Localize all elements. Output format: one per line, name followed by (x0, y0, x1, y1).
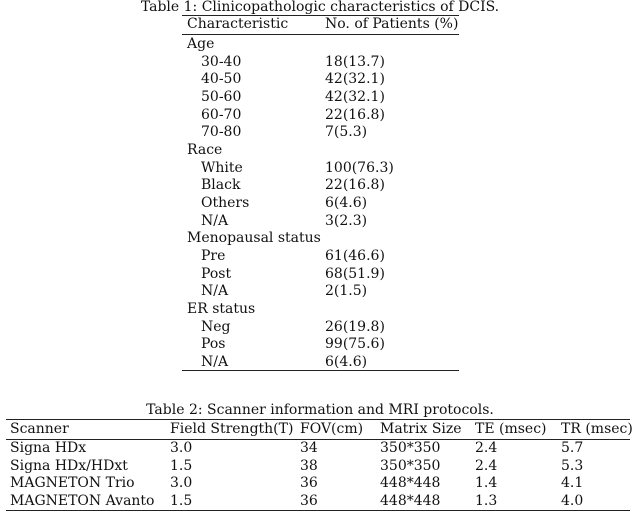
table2-cell: 38 (300, 457, 318, 474)
table1-row (0, 354, 640, 371)
table2-header-cell: TE (msec) (475, 421, 547, 437)
table2-header-cell: TR (msec) (561, 421, 633, 437)
table2-cell: 3.0 (170, 440, 193, 456)
table2-cell: 1.5 (170, 492, 193, 509)
table2-row (0, 458, 640, 475)
table2-cell: 2.4 (475, 457, 498, 474)
table1-row-label: 50-60 (201, 89, 242, 105)
table1-bottom-rule (182, 370, 459, 371)
table1-row (0, 54, 640, 71)
table1-group-row (0, 142, 640, 159)
table1-row (0, 124, 640, 141)
table1-row-label: Pos (201, 336, 226, 353)
table2-cell: 1.3 (475, 492, 498, 509)
table2-cell: 36 (300, 475, 318, 491)
table2-cell: 448*448 (380, 492, 441, 509)
table1-row-label: N/A (201, 212, 229, 229)
table1-row-label: N/A (201, 354, 229, 370)
table1-row-value: 99(75.6) (325, 336, 385, 353)
table2-cell: 350*350 (380, 457, 441, 474)
table2-cell: 350*350 (380, 440, 441, 456)
table1-row-value: 6(4.6) (325, 195, 368, 211)
table1-row-value: 18(13.7) (325, 53, 385, 70)
table1-row-label: Pre (201, 248, 226, 264)
table1-row (0, 71, 640, 88)
table1-row (0, 195, 640, 212)
table1-row (0, 107, 640, 124)
table1-row-value: 6(4.6) (325, 354, 368, 370)
table2-cell: 5.7 (561, 440, 584, 456)
table1-row (0, 266, 640, 283)
table2-row (0, 440, 640, 457)
table1-row-label: N/A (201, 283, 229, 300)
table2-caption: Table 2: Scanner information and MRI protocols. (146, 402, 494, 418)
table1-row-label: ER status (187, 301, 256, 317)
table2-cell: 5.3 (561, 457, 584, 474)
table1-header-row (0, 16, 640, 33)
table1-group-row (0, 36, 640, 53)
table1-row (0, 248, 640, 265)
table1-row-label: 60-70 (201, 106, 242, 123)
table1-row-value: 42(32.1) (325, 71, 385, 88)
table2-cell: Signa HDx/HDxt (10, 457, 128, 474)
table2-cell: Signa HDx (10, 440, 87, 456)
table2-cell: MAGNETON Trio (10, 475, 135, 491)
table1-row-label: Race (187, 142, 223, 158)
table1-row-value: 26(19.8) (325, 318, 385, 335)
table2-header-cell: Matrix Size (380, 421, 462, 437)
table1-row-value: 2(1.5) (325, 283, 368, 300)
table2-cell: 448*448 (380, 475, 441, 491)
table1-row-label: 30-40 (201, 53, 242, 70)
table1-row-value: 22(16.8) (325, 106, 385, 123)
table1-row (0, 319, 640, 336)
table2-cell: 34 (300, 440, 318, 456)
table2-cell: 4.1 (561, 475, 584, 491)
table1-row-label: Black (201, 177, 241, 194)
table1-caption: Table 1: Clinicopathologic characteristics of DCIS. (140, 0, 500, 15)
table1-row-value: 42(32.1) (325, 89, 385, 105)
table1-row-label: White (201, 159, 243, 176)
table1-row (0, 89, 640, 106)
table1-header-patients: No. of Patients (%) (325, 16, 459, 32)
table2-cell: 2.4 (475, 440, 498, 456)
table1-row-label: Menopausal status (187, 230, 321, 247)
table1-row-value: 100(76.3) (325, 159, 394, 176)
table1-row-label: Post (201, 265, 232, 282)
table1-row-value: 22(16.8) (325, 177, 385, 194)
table1-group-row (0, 230, 640, 247)
table2-header-cell: Field Strength(T) (170, 421, 294, 437)
table2-cell: 3.0 (170, 475, 193, 491)
table1-row-value: 68(51.9) (325, 265, 385, 282)
table1-row-value: 61(46.6) (325, 248, 385, 264)
table1-header-characteristic: Characteristic (187, 16, 289, 32)
table1-row (0, 160, 640, 177)
table1-row-label: 70-80 (201, 124, 242, 141)
table1-row-label: Age (187, 36, 215, 52)
table2-cell: 1.5 (170, 457, 193, 474)
table1-row-label: Others (201, 195, 250, 211)
table2-row (0, 475, 640, 492)
table1-header-rule (182, 34, 459, 35)
table1-row (0, 336, 640, 353)
table2-cell: 1.4 (475, 475, 498, 491)
table2-header-cell: Scanner (10, 421, 69, 437)
table1-row (0, 213, 640, 230)
table1-row (0, 177, 640, 194)
table2-row (0, 493, 640, 510)
table2-bottom-rule (6, 510, 630, 511)
table1-row-value: 3(2.3) (325, 212, 368, 229)
table1-row-label: 40-50 (201, 71, 242, 88)
table1-row-value: 7(5.3) (325, 124, 368, 141)
table2-cell: MAGNETON Avanto (10, 492, 155, 509)
table1-row-label: Neg (201, 318, 231, 335)
table2-header-row (0, 421, 640, 438)
table2-top-rule (6, 419, 630, 420)
table2-cell: 36 (300, 492, 318, 509)
table1-group-row (0, 301, 640, 318)
table2-cell: 4.0 (561, 492, 584, 509)
table1-row (0, 283, 640, 300)
table2-header-cell: FOV(cm) (300, 421, 364, 437)
